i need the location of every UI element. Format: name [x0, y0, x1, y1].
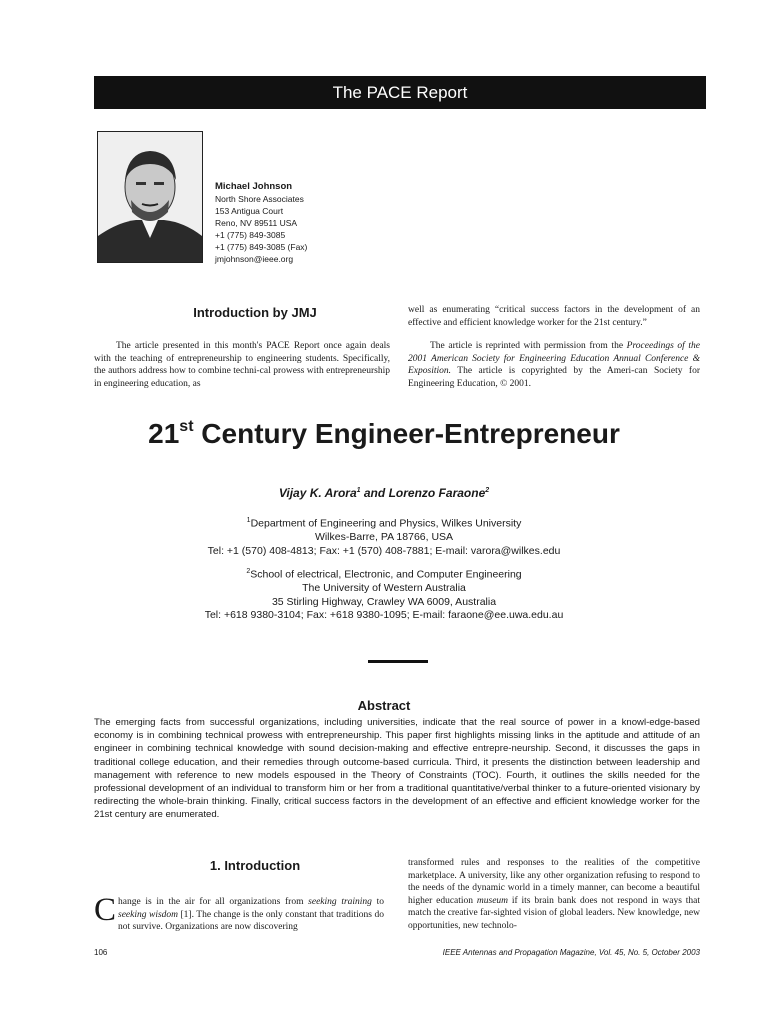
author-2: Lorenzo Faraone	[388, 486, 486, 500]
section-1-heading: 1. Introduction	[209, 858, 301, 873]
abstract-body: The emerging facts from successful organizations, including universities, indicate that the real source of power in a knowl-edge-based economy is in combining technical prowess with entrepreneurship. This paper first highlights missing links in the aptitude and attitude of an engineer in combining technical knowledge with sound decision-making and effective entrepre-neurship. Second, it discusses the gaps in traditional college education, and their remedies through outcome-based curricula. Third, it presents the distinction between leadership and management with reference to new models espoused in the Theory of Constraints (TOC). Fourth, it outlines the skills needed for the professional development of an individual to transform him or her from a traditional quantitative/verbal thinker to a future-oriented visionary by redirecting the whole-brain thinking. Finally, critical success factors in the development of an effective and efficient knowledge worker for the 21st century are enumerated.	[94, 717, 700, 821]
affiliation-1-line-1	[0, 514, 768, 531]
article-authors	[0, 486, 768, 500]
section-1-right-text-b: if its brain bank does not respond in ways that match the creative far-sighted vision of global leaders. New knowledge, new opportunities, new technolo-	[408, 895, 700, 931]
contributor-info	[215, 181, 307, 265]
section-1-right-paragraph	[408, 857, 700, 933]
affiliation-2-mark: 2	[246, 568, 251, 575]
contributor-name: Michael Johnson	[215, 181, 293, 192]
intro-left-paragraph: The article presented in this month's PACE Report once again deals with the teaching of entrepreneurship to engineering students. Specifically, the authors address how to combine techni-cal prowess with entrepreneurship in engineering education, as	[94, 341, 390, 389]
intro-right-paragraph-1: well as enumerating “critical success factors in the development of an effective and efficient knowledge worker for the 21st century.”	[408, 305, 700, 328]
intro-right-column	[408, 304, 700, 391]
intro-left-column	[94, 340, 390, 390]
affiliation-1-line-3: Tel: +1 (570) 408-4813; Fax: +1 (570) 408-7881; E-mail: varora@wilkes.edu	[207, 544, 561, 557]
abstract-heading: Abstract	[357, 698, 411, 713]
author-join: and	[360, 486, 389, 500]
contributor-fax: +1 (775) 849-3085 (Fax)	[215, 242, 308, 252]
author-1-mark: 1	[356, 487, 361, 494]
section-1-left-italic-2: seeking wisdom	[118, 909, 179, 920]
contributor-city: Reno, NV 89511 USA	[215, 218, 298, 228]
intro-heading: Introduction by JMJ	[193, 305, 317, 320]
intro-right-p2-text: The article is reprinted with permission from the	[430, 341, 627, 352]
affiliation-2-line-3: 35 Stirling Highway, Crawley WA 6009, Australia	[271, 595, 497, 608]
section-1-left-text-c: [1]. The change is the only constant that traditions do not survive. Organizations are now discovering	[118, 909, 384, 933]
section-1-left-text-b: to	[371, 897, 384, 907]
section-1-right-italic: museum	[476, 895, 509, 906]
affiliation-2	[0, 565, 768, 623]
intro-right-p2-copyright: The article is copyrighted by the Ameri-can Society for Engineering Education, © 2001.	[408, 366, 700, 389]
report-banner	[94, 76, 706, 109]
article-title	[0, 418, 768, 450]
affiliation-1	[0, 514, 768, 558]
section-1-left-paragraph	[94, 892, 384, 934]
contributor-org: North Shore Associates	[215, 194, 304, 204]
title-prefix: 21	[148, 418, 180, 449]
section-1-left-italic-1: seeking training	[308, 897, 372, 907]
affiliation-2-line-1	[0, 565, 768, 582]
affiliation-2-line-2: The University of Western Australia	[302, 582, 466, 594]
journal-citation: IEEE Antennas and Propagation Magazine, Vol. 45, No. 5, October 2003	[442, 948, 700, 957]
drop-cap: C	[94, 892, 117, 928]
contributor-email: jmjohnson@ieee.org	[215, 254, 294, 264]
title-superscript: st	[179, 417, 194, 435]
affiliation-2-line-4: Tel: +618 9380-3104; Fax: +618 9380-1095; E-mail: faraone@ee.uwa.edu.au	[204, 609, 564, 621]
page-number: 106	[94, 948, 108, 957]
section-1-left-column	[94, 892, 384, 934]
affiliation-2-school: School of electrical, Electronic, and Computer Engineering	[250, 568, 522, 581]
contributor-street: 153 Antigua Court	[215, 206, 284, 216]
affiliation-1-mark: 1	[246, 517, 251, 524]
contributor-photo	[97, 131, 203, 263]
section-1-left-text-a: hange is in the air for all organizations from	[118, 897, 309, 907]
banner-title: The PACE Report	[332, 83, 468, 102]
section-1-right-text-a: transformed rules and responses to the realities of the competitive marketplace. A university, like any other organization refusing to respond to the needs of the dynamic world in a timely manner, can become a beautiful higher education	[408, 858, 700, 906]
section-1-right-column	[408, 857, 700, 933]
author-2-mark: 2	[485, 487, 490, 494]
affiliation-1-line-2: Wilkes-Barre, PA 18766, USA	[314, 531, 454, 543]
section-divider	[368, 660, 428, 663]
contributor-phone: +1 (775) 849-3085	[215, 230, 286, 240]
title-rest: Century Engineer-Entrepreneur	[193, 418, 620, 449]
intro-right-p2-proceedings: Proceedings of the 2001 American Society for Engineering Education Annual Conference & Exposition.	[408, 341, 701, 377]
author-1: Vijay K. Arora	[278, 486, 357, 500]
affiliation-1-dept: Department of Engineering and Physics, Wilkes University	[250, 517, 522, 530]
intro-right-paragraph-2	[408, 340, 700, 390]
